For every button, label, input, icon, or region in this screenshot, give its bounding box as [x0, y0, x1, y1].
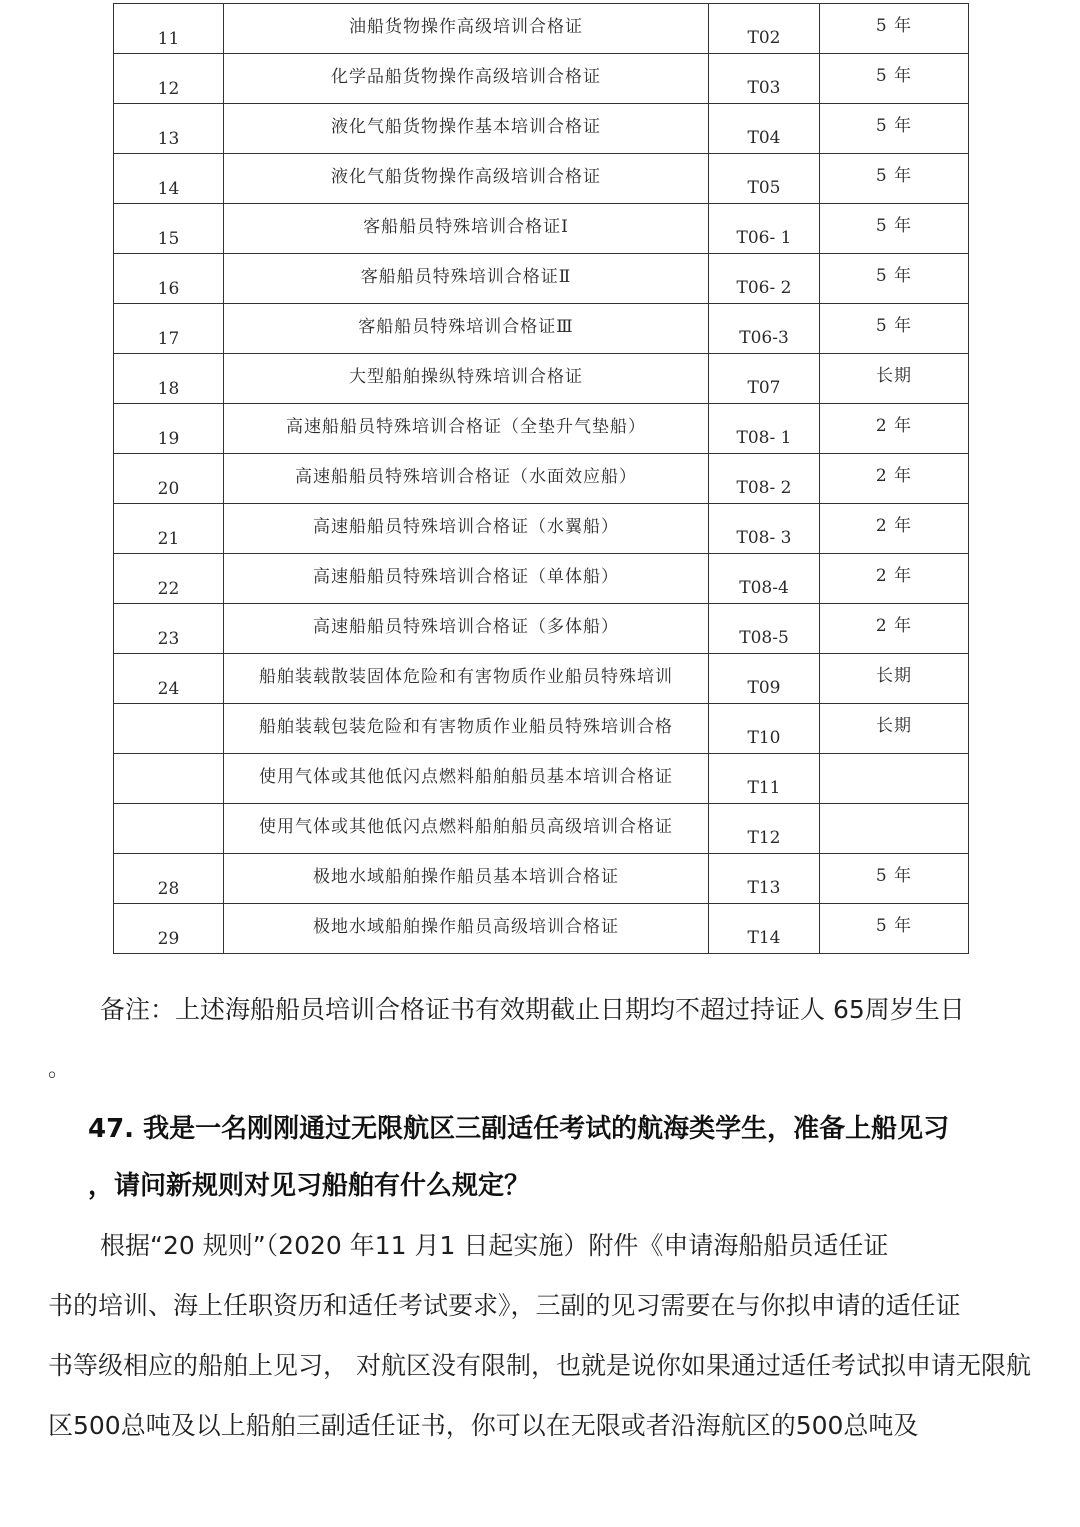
row-number-cell: [114, 754, 224, 804]
certificate-name-cell-text: 使用气体或其他低闪点燃料船舶船员基本培训合格证: [259, 767, 673, 787]
validity-cell: [820, 904, 969, 954]
row-number-cell-text: 11: [157, 29, 180, 49]
certificate-code-cell: [709, 754, 820, 804]
certificate-name-cell: [224, 204, 709, 254]
table-row: [114, 654, 969, 704]
certificate-code-cell: [709, 204, 820, 254]
validity-cell: [820, 254, 969, 304]
remark-text: 备注：上述海船船员培训合格证书有效期截止日期均不超过持证人 65周岁生日: [100, 995, 965, 1024]
validity-cell-text: 5 年: [875, 216, 913, 236]
validity-cell: [820, 754, 969, 804]
certificate-code-cell-text: T08- 1: [736, 428, 792, 448]
certificate-code-cell-text: T06-3: [739, 328, 789, 348]
table-row: [114, 404, 969, 454]
table-row: [114, 704, 969, 754]
certificate-code-cell: [709, 654, 820, 704]
validity-cell: [820, 654, 969, 704]
row-number-cell-text: 14: [157, 179, 180, 199]
table-row: [114, 504, 969, 554]
certificate-name-cell: [224, 904, 709, 954]
certificate-name-cell: [224, 854, 709, 904]
table-row: [114, 554, 969, 604]
certificate-name-cell-text: 客船船员特殊培训合格证Ⅰ: [363, 217, 569, 237]
row-number-cell-text: [114, 799, 223, 803]
certificate-name-cell: [224, 504, 709, 554]
answer-line-2: 书的培训、海上任职资历和适任考试要求》，三副的见习需要在与你拟申请的适任证: [48, 1291, 961, 1320]
certificate-code-cell: [709, 804, 820, 854]
validity-cell-text: 2 年: [875, 616, 913, 636]
row-number-cell: [114, 904, 224, 954]
certificate-code-cell: [709, 4, 820, 54]
row-number-cell-text: 15: [157, 229, 180, 249]
certificate-code-cell-text: T04: [747, 128, 781, 148]
validity-cell-text: 2 年: [875, 516, 913, 536]
certificate-name-cell: [224, 404, 709, 454]
certificate-code-cell: [709, 904, 820, 954]
validity-cell: [820, 304, 969, 354]
certificate-code-cell-text: T09: [747, 678, 781, 698]
row-number-cell-text: 17: [157, 329, 180, 349]
table-row: [114, 904, 969, 954]
validity-cell: [820, 204, 969, 254]
certificate-name-cell: [224, 54, 709, 104]
certificate-code-cell-text: T02: [747, 28, 781, 48]
certificate-code-cell-text: T08-4: [739, 578, 789, 598]
certificate-name-cell-text: 高速船船员特殊培训合格证（多体船）: [313, 617, 619, 637]
certificate-code-cell-text: T12: [747, 828, 781, 848]
row-number-cell: [114, 554, 224, 604]
certificate-code-cell: [709, 504, 820, 554]
table-row: [114, 754, 969, 804]
certificate-code-cell-text: T08- 3: [736, 528, 792, 548]
validity-cell-text: 2 年: [875, 566, 913, 586]
row-number-cell-text: 29: [157, 929, 180, 949]
validity-cell: [820, 454, 969, 504]
certificate-code-cell-text: T06- 1: [736, 228, 792, 248]
validity-cell-text: 5 年: [875, 66, 913, 86]
table-row: [114, 354, 969, 404]
certificate-name-cell-text: 化学品船货物操作高级培训合格证: [331, 67, 601, 87]
row-number-cell-text: 20: [157, 479, 180, 499]
validity-cell-text: 5 年: [875, 916, 913, 936]
validity-cell: [820, 4, 969, 54]
certificate-table-body: [114, 4, 969, 954]
certificate-name-cell: [224, 4, 709, 54]
certificate-code-cell-text: T03: [747, 78, 781, 98]
certificate-code-cell-text: T07: [747, 378, 781, 398]
certificate-name-cell: [224, 304, 709, 354]
certificate-code-cell-text: T06- 2: [736, 278, 792, 298]
row-number-cell: [114, 204, 224, 254]
row-number-cell-text: 23: [157, 629, 180, 649]
row-number-cell: [114, 54, 224, 104]
certificate-code-cell: [709, 454, 820, 504]
row-number-cell-text: 22: [157, 579, 180, 599]
validity-cell-text: [820, 774, 968, 784]
row-number-cell: [114, 4, 224, 54]
certificate-name-cell-text: 使用气体或其他低闪点燃料船舶船员高级培训合格证: [259, 817, 673, 837]
validity-cell-text: 长期: [876, 366, 912, 386]
certificate-code-cell: [709, 254, 820, 304]
table-row: [114, 204, 969, 254]
remark-tail: 。: [48, 1057, 71, 1082]
certificate-code-cell-text: T08-5: [739, 628, 789, 648]
validity-cell-text: 2 年: [875, 466, 913, 486]
validity-cell-text: [820, 824, 968, 834]
certificate-name-cell: [224, 154, 709, 204]
validity-cell-text: 长期: [876, 666, 912, 686]
certificate-code-cell: [709, 354, 820, 404]
row-number-cell: [114, 304, 224, 354]
certificate-name-cell-text: 船舶装载包装危险和有害物质作业船员特殊培训合格: [259, 717, 673, 737]
table-row: [114, 4, 969, 54]
table-row: [114, 804, 969, 854]
table-row: [114, 154, 969, 204]
validity-cell: [820, 504, 969, 554]
validity-cell: [820, 154, 969, 204]
certificate-name-cell: [224, 354, 709, 404]
validity-cell-text: 5 年: [875, 116, 913, 136]
certificate-name-cell: [224, 604, 709, 654]
table-row: [114, 304, 969, 354]
row-number-cell-text: [114, 749, 223, 753]
validity-cell: [820, 404, 969, 454]
row-number-cell-text: 21: [157, 529, 180, 549]
validity-cell-text: 长期: [876, 716, 912, 736]
validity-cell: [820, 854, 969, 904]
certificate-code-cell-text: T11: [747, 778, 781, 798]
answer-line-3: 书等级相应的船舶上见习， 对航区没有限制，也就是说你如果通过适任考试拟申请无限航: [48, 1351, 1031, 1380]
certificate-name-cell-text: 极地水域船舶操作船员基本培训合格证: [313, 867, 619, 887]
certificate-code-cell-text: T14: [747, 928, 781, 948]
certificate-name-cell-text: 液化气船货物操作高级培训合格证: [331, 167, 601, 187]
certificate-code-cell-text: T05: [747, 178, 781, 198]
certificate-code-cell: [709, 554, 820, 604]
row-number-cell-text: 12: [157, 79, 180, 99]
certificate-name-cell-text: 高速船船员特殊培训合格证（单体船）: [313, 567, 619, 587]
validity-cell: [820, 554, 969, 604]
row-number-cell-text: [114, 849, 223, 853]
certificate-name-cell: [224, 254, 709, 304]
certificate-code-cell-text: T08- 2: [736, 478, 792, 498]
certificate-code-cell: [709, 54, 820, 104]
row-number-cell-text: 19: [157, 429, 180, 449]
question-heading-line-1: 47. 我是一名刚刚通过无限航区三副适任考试的航海类学生，准备上船见习: [88, 1114, 950, 1144]
validity-cell: [820, 704, 969, 754]
certificate-code-cell: [709, 604, 820, 654]
validity-cell: [820, 354, 969, 404]
table-row: [114, 104, 969, 154]
answer-line-1: 根据“20 规则”（2020 年11 月1 日起实施）附件《申请海船船员适任证: [100, 1231, 889, 1260]
certificate-code-cell: [709, 154, 820, 204]
certificate-name-cell-text: 大型船舶操纵特殊培训合格证: [349, 367, 583, 387]
row-number-cell: [114, 404, 224, 454]
certificate-name-cell: [224, 654, 709, 704]
certificate-name-cell-text: 高速船船员特殊培训合格证（水面效应船）: [295, 467, 637, 487]
certificate-name-cell-text: 高速船船员特殊培训合格证（水翼船）: [313, 517, 619, 537]
row-number-cell: [114, 454, 224, 504]
certificate-name-cell: [224, 704, 709, 754]
row-number-cell-text: 18: [157, 379, 180, 399]
validity-cell-text: 5 年: [875, 866, 913, 886]
row-number-cell: [114, 504, 224, 554]
validity-cell-text: 5 年: [875, 16, 913, 36]
certificate-name-cell: [224, 554, 709, 604]
answer-line-4: 区500总吨及以上船舶三副适任证书，你可以在无限或者沿海航区的500总吨及: [48, 1411, 919, 1440]
validity-cell: [820, 604, 969, 654]
certificate-name-cell: [224, 804, 709, 854]
table-row: [114, 54, 969, 104]
row-number-cell: [114, 604, 224, 654]
validity-cell: [820, 804, 969, 854]
certificate-name-cell-text: 船舶装载散装固体危险和有害物质作业船员特殊培训: [259, 667, 673, 687]
row-number-cell: [114, 354, 224, 404]
validity-cell-text: 2 年: [875, 416, 913, 436]
row-number-cell: [114, 654, 224, 704]
certificate-code-cell: [709, 704, 820, 754]
table-row: [114, 254, 969, 304]
certificate-code-cell: [709, 104, 820, 154]
table-row: [114, 604, 969, 654]
table-row: [114, 454, 969, 504]
row-number-cell: [114, 854, 224, 904]
certificate-name-cell-text: 客船船员特殊培训合格证Ⅲ: [358, 317, 574, 337]
row-number-cell-text: 13: [157, 129, 180, 149]
row-number-cell: [114, 804, 224, 854]
row-number-cell-text: 28: [157, 879, 180, 899]
certificate-name-cell-text: 客船船员特殊培训合格证Ⅱ: [360, 267, 572, 287]
row-number-cell: [114, 704, 224, 754]
certificate-name-cell-text: 高速船船员特殊培训合格证（全垫升气垫船）: [286, 417, 646, 437]
row-number-cell: [114, 154, 224, 204]
certificate-code-cell-text: T10: [747, 728, 781, 748]
validity-cell-text: 5 年: [875, 166, 913, 186]
certificate-name-cell: [224, 754, 709, 804]
certificate-table: [113, 3, 969, 954]
validity-cell: [820, 54, 969, 104]
certificate-code-cell-text: T13: [747, 878, 781, 898]
question-heading-line-2: ，请问新规则对见习船舶有什么规定？: [88, 1171, 531, 1201]
certificate-code-cell: [709, 854, 820, 904]
row-number-cell: [114, 254, 224, 304]
certificate-code-cell: [709, 304, 820, 354]
certificate-code-cell: [709, 404, 820, 454]
certificate-name-cell-text: 油船货物操作高级培训合格证: [349, 17, 583, 37]
certificate-name-cell: [224, 104, 709, 154]
certificate-name-cell-text: 极地水域船舶操作船员高级培训合格证: [313, 917, 619, 937]
certificate-name-cell: [224, 454, 709, 504]
table-row: [114, 854, 969, 904]
validity-cell: [820, 104, 969, 154]
row-number-cell-text: 24: [157, 679, 180, 699]
row-number-cell-text: 16: [157, 279, 180, 299]
validity-cell-text: 5 年: [875, 266, 913, 286]
validity-cell-text: 5 年: [875, 316, 913, 336]
certificate-name-cell-text: 液化气船货物操作基本培训合格证: [331, 117, 601, 137]
row-number-cell: [114, 104, 224, 154]
